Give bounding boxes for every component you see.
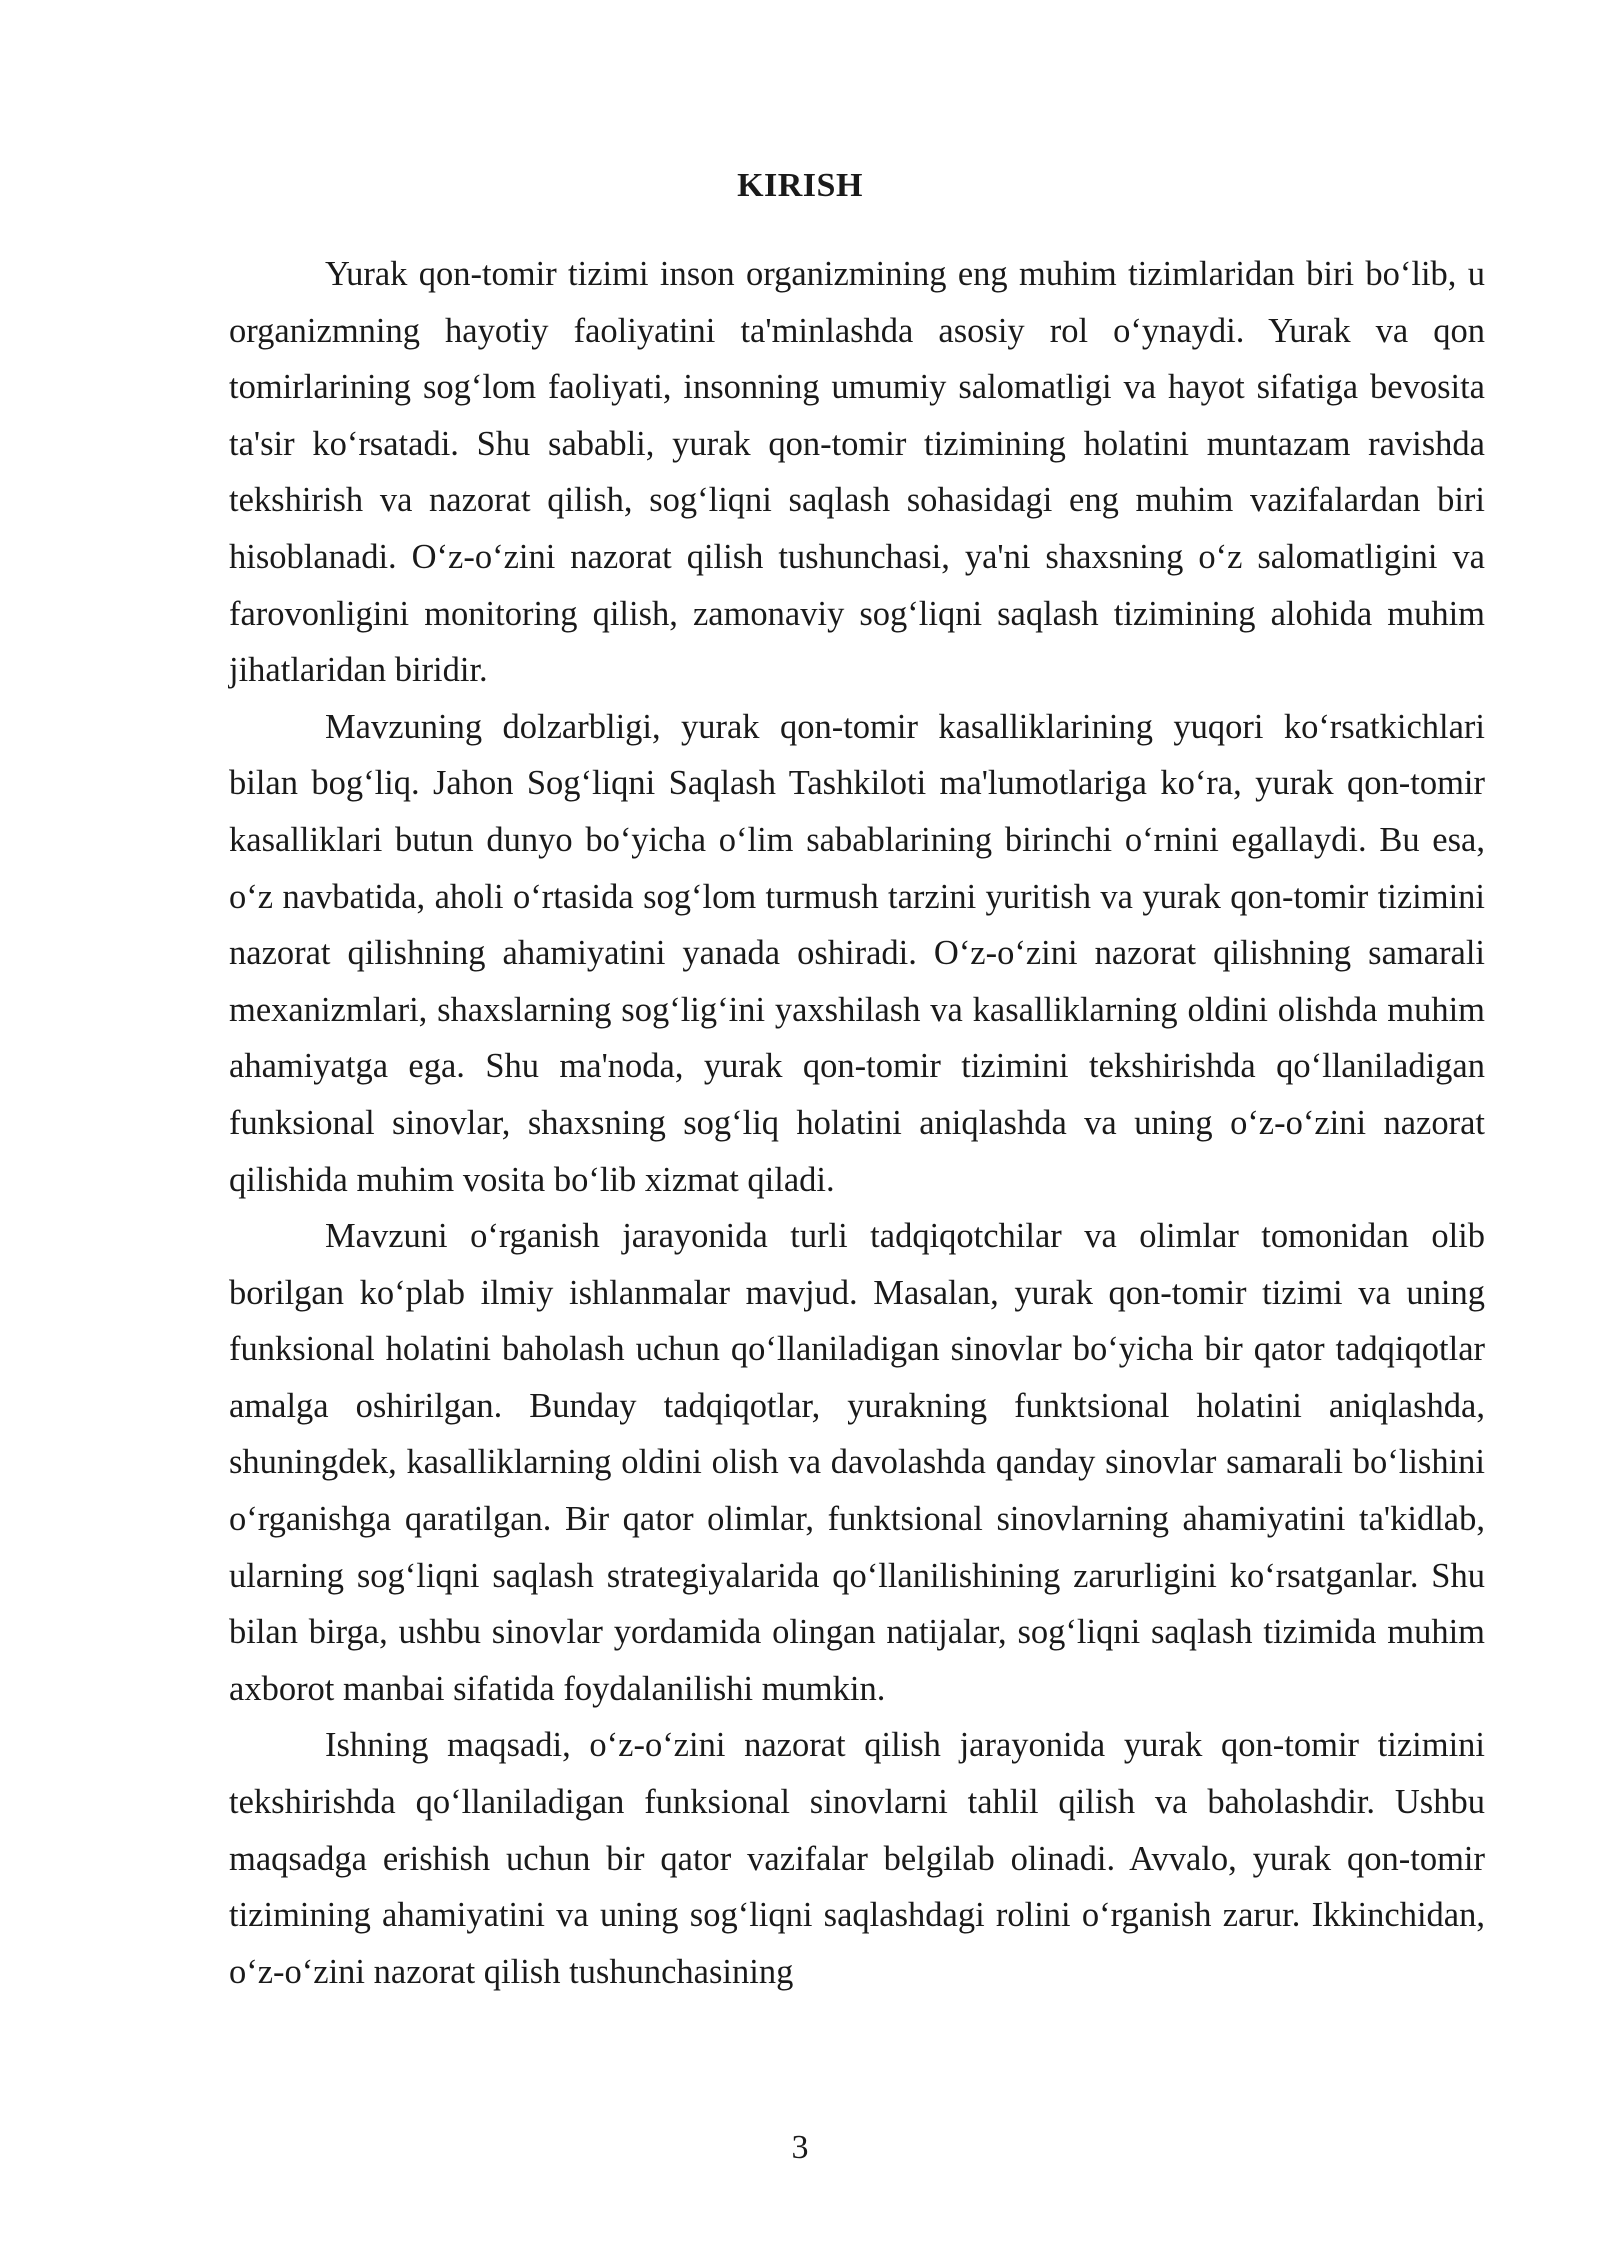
paragraph-1: Yurak qon-tomir tizimi inson organizmining eng muhim tizimlaridan biri bo‘lib, u organizmning hayotiy faoliyatini ta'minlashda asosiy rol o‘ynaydi. Yurak va qon tomirlarining sog‘lom faoliyati, insonning umumiy salomatligi va hayot sifatiga bevosita ta'sir ko‘rsatadi. Shu sababli, yurak qon-tomir tizimining holatini muntazam ravishda tekshirish va nazorat qilish, sog‘liqni saqlash sohasidagi eng muhim vazifalardan biri hisoblanadi. O‘z-o‘zini nazorat qilish tushunchasi, ya'ni shaxsning o‘z salomatligini va farovonligini monitoring qilish, zamonaviy sog‘liqni saqlash tizimining alohida muhim jihatlaridan biridir. — [229, 255, 1485, 690]
paragraph-2: Mavzuning dolzarbligi, yurak qon-tomir kasalliklarining yuqori ko‘rsatkichlari bilan bog‘liq. Jahon Sog‘liqni Saqlash Tashkiloti ma'lumotlariga ko‘ra, yurak qon-tomir kasalliklari butun dunyo bo‘yicha o‘lim sabablarining birinchi o‘rnini egallaydi. Bu esa, o‘z navbatida, aholi o‘rtasida sog‘lom turmush tarzini yuritish va yurak qon-tomir tizimini nazorat qilishning ahamiyatini yanada oshiradi. O‘z-o‘zini nazorat qilishning samarali mexanizmlari, shaxslarning sog‘lig‘ini yaxshilash va kasalliklarning oldini olishda muhim ahamiyatga ega. Shu ma'noda, yurak qon-tomir tizimini tekshirishda qo‘llaniladigan funksional sinovlar, shaxsning sog‘liq holatini aniqlashda va uning o‘z-o‘zini nazorat qilishida muhim vosita bo‘lib xizmat qiladi. — [229, 707, 1485, 1199]
page-title: KIRISH — [737, 167, 863, 204]
paragraph-4: Ishning maqsadi, o‘z-o‘zini nazorat qilish jarayonida yurak qon-tomir tizimini tekshirishda qo‘llaniladigan funksional sinovlarni tahlil qilish va baholashdir. Ushbu maqsadga erishish uchun bir qator vazifalar belgilab olinadi. Avvalo, yurak qon-tomir tizimining ahamiyatini va uning sog‘liqni saqlashdagi rolini o‘rganish zarur. Ikkinchidan, o‘z-o‘zini nazorat qilish tushunchasining — [229, 1726, 1485, 1991]
body-text — [229, 246, 1485, 2000]
page-number: 3 — [791, 2129, 809, 2166]
paragraph-3: Mavzuni o‘rganish jarayonida turli tadqiqotchilar va olimlar tomonidan olib borilgan ko‘plab ilmiy ishlanmalar mavjud. Masalan, yurak qon-tomir tizimi va uning funksional holatini baholash uchun qo‘llaniladigan sinovlar bo‘yicha bir qator tadqiqotlar amalga oshirilgan. Bunday tadqiqotlar, yurakning funktsional holatini aniqlashda, shuningdek, kasalliklarning oldini olish va davolashda qanday sinovlar samarali bo‘lishini o‘rganishga qaratilgan. Bir qator olimlar, funktsional sinovlarning ahamiyatini ta'kidlab, ularning sog‘liqni saqlash strategiyalarida qo‘llanilishining zarurligini ko‘rsatganlar. Shu bilan birga, ushbu sinovlar yordamida olingan natijalar, sog‘liqni saqlash tizimida muhim axborot manbai sifatida foydalanilishi mumkin. — [229, 1217, 1485, 1708]
